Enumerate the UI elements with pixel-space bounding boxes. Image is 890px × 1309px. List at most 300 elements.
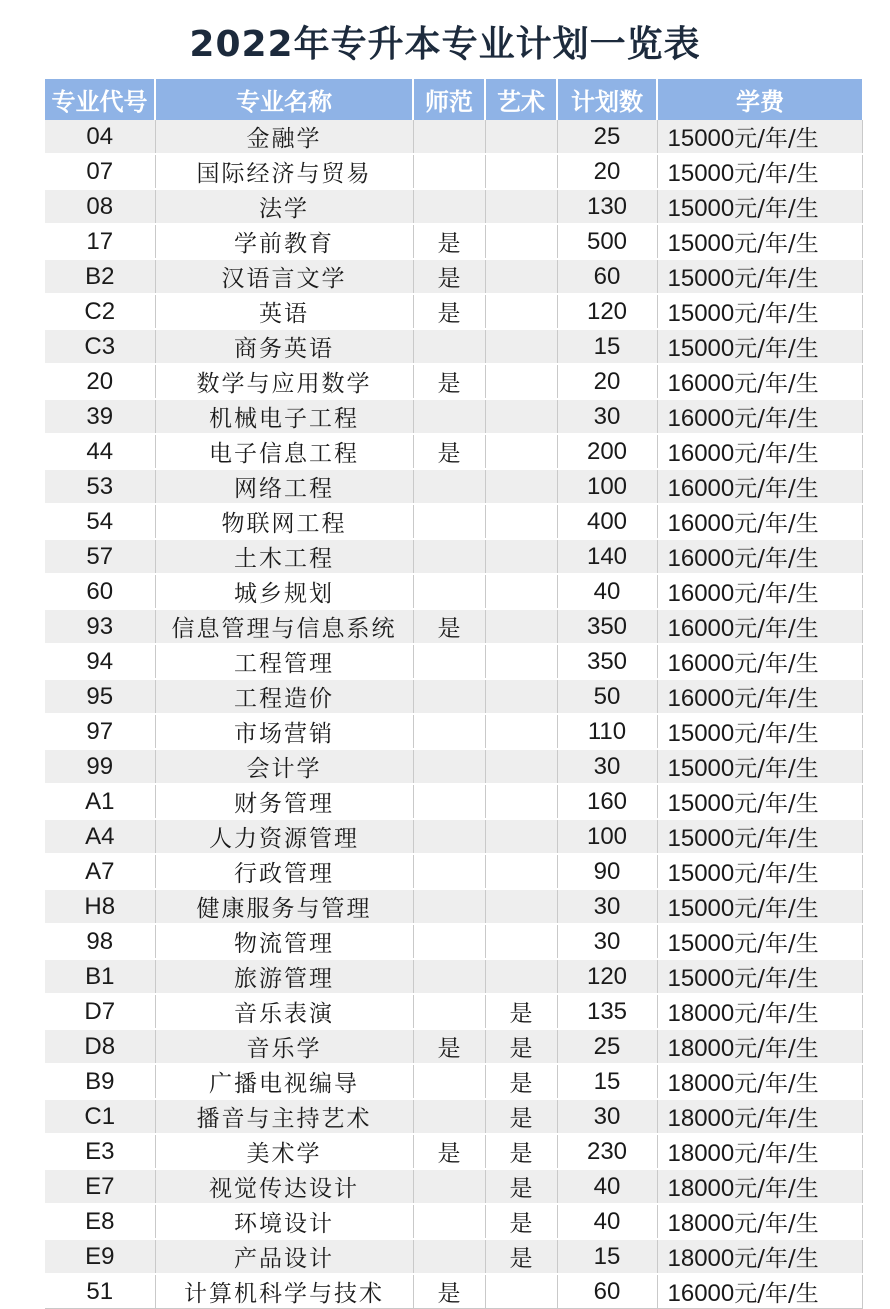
tuition-amount: 15000	[667, 965, 735, 992]
tuition-cell	[657, 224, 862, 259]
tuition-amount: 18000	[667, 1070, 735, 1097]
plan-count-cell: 15	[557, 329, 657, 364]
art-flag-cell	[485, 154, 557, 189]
plan-count-cell: 90	[557, 854, 657, 889]
major-name-cell: 土木工程	[155, 539, 413, 574]
plan-count-cell: 500	[557, 224, 657, 259]
normal-flag-cell	[413, 469, 485, 504]
tuition-amount: 15000	[667, 930, 735, 957]
normal-flag-cell	[413, 574, 485, 609]
normal-flag-cell	[413, 679, 485, 714]
tuition-unit: 元/年/生	[734, 581, 819, 607]
normal-flag-cell	[413, 784, 485, 819]
plan-count-cell: 30	[557, 399, 657, 434]
table-row	[45, 1064, 862, 1099]
normal-flag-cell	[413, 1204, 485, 1239]
major-code-cell: 99	[45, 749, 155, 784]
major-name-cell: 电子信息工程	[155, 434, 413, 469]
tuition-amount: 16000	[667, 580, 735, 607]
tuition-unit: 元/年/生	[734, 1001, 819, 1027]
tuition-unit: 元/年/生	[734, 1211, 819, 1237]
art-flag-cell	[485, 819, 557, 854]
tuition-amount: 16000	[667, 1280, 735, 1307]
major-code-cell: 51	[45, 1274, 155, 1309]
tuition-unit: 元/年/生	[734, 476, 819, 502]
art-flag-cell	[485, 749, 557, 784]
tuition-amount: 15000	[667, 265, 735, 292]
normal-flag-cell	[413, 539, 485, 574]
tuition-amount: 15000	[667, 720, 735, 747]
art-flag-cell	[485, 889, 557, 924]
art-flag-cell	[485, 784, 557, 819]
table-row	[45, 609, 862, 644]
major-name-cell: 环境设计	[155, 1204, 413, 1239]
art-flag-cell	[485, 434, 557, 469]
plan-count-cell: 30	[557, 924, 657, 959]
major-name-cell: 工程造价	[155, 679, 413, 714]
normal-flag-cell	[413, 959, 485, 994]
major-code-cell: C1	[45, 1099, 155, 1134]
plan-count-cell: 60	[557, 1274, 657, 1309]
tuition-amount: 15000	[667, 160, 735, 187]
plan-count-cell: 130	[557, 189, 657, 224]
plan-count-cell: 60	[557, 259, 657, 294]
tuition-amount: 15000	[667, 895, 735, 922]
tuition-unit: 元/年/生	[734, 861, 819, 887]
tuition-cell	[657, 434, 862, 469]
normal-flag-cell: 是	[413, 259, 485, 294]
plan-count-cell: 50	[557, 679, 657, 714]
major-name-cell: 英语	[155, 294, 413, 329]
art-flag-cell	[485, 224, 557, 259]
tuition-amount: 16000	[667, 405, 735, 432]
tuition-unit: 元/年/生	[734, 756, 819, 782]
table-row	[45, 189, 862, 224]
normal-flag-cell: 是	[413, 1274, 485, 1309]
normal-flag-cell	[413, 120, 485, 154]
plan-count-cell: 15	[557, 1064, 657, 1099]
normal-flag-cell: 是	[413, 1029, 485, 1064]
tuition-unit: 元/年/生	[734, 896, 819, 922]
major-code-cell: 39	[45, 399, 155, 434]
art-flag-cell	[485, 259, 557, 294]
tuition-cell	[657, 189, 862, 224]
plan-count-cell: 40	[557, 574, 657, 609]
table-row	[45, 714, 862, 749]
tuition-unit: 元/年/生	[734, 826, 819, 852]
tuition-amount: 15000	[667, 195, 735, 222]
art-flag-cell: 是	[485, 1064, 557, 1099]
major-name-cell: 物联网工程	[155, 504, 413, 539]
table-row	[45, 399, 862, 434]
normal-flag-cell	[413, 1169, 485, 1204]
plan-count-cell: 25	[557, 1029, 657, 1064]
tuition-unit: 元/年/生	[734, 1281, 819, 1307]
tuition-unit: 元/年/生	[734, 1141, 819, 1167]
art-flag-cell	[485, 294, 557, 329]
major-code-cell: 93	[45, 609, 155, 644]
table-row	[45, 1099, 862, 1134]
major-code-cell: 94	[45, 644, 155, 679]
major-name-cell: 行政管理	[155, 854, 413, 889]
table-row	[45, 994, 862, 1029]
plan-count-cell: 25	[557, 120, 657, 154]
table-row	[45, 924, 862, 959]
tuition-cell	[657, 679, 862, 714]
art-flag-cell	[485, 1274, 557, 1309]
major-name-cell: 学前教育	[155, 224, 413, 259]
normal-flag-cell	[413, 1239, 485, 1274]
page-title: 2022年专升本专业计划一览表	[189, 24, 701, 65]
major-code-cell: E7	[45, 1169, 155, 1204]
major-code-cell: 04	[45, 120, 155, 154]
header-major-code: 专业代号	[45, 79, 155, 120]
tuition-unit: 元/年/生	[734, 1071, 819, 1097]
art-flag-cell: 是	[485, 1169, 557, 1204]
normal-flag-cell	[413, 819, 485, 854]
major-name-cell: 产品设计	[155, 1239, 413, 1274]
normal-flag-cell	[413, 994, 485, 1029]
major-code-cell: A1	[45, 784, 155, 819]
tuition-cell	[657, 1169, 862, 1204]
tuition-amount: 16000	[667, 370, 735, 397]
art-flag-cell	[485, 120, 557, 154]
tuition-cell	[657, 154, 862, 189]
table-row	[45, 574, 862, 609]
tuition-cell	[657, 574, 862, 609]
tuition-amount: 16000	[667, 440, 735, 467]
tuition-unit: 元/年/生	[734, 1176, 819, 1202]
table-row	[45, 504, 862, 539]
plan-count-cell: 30	[557, 1099, 657, 1134]
tuition-cell	[657, 1204, 862, 1239]
header-tuition: 学费	[657, 79, 862, 120]
art-flag-cell	[485, 609, 557, 644]
normal-flag-cell	[413, 749, 485, 784]
normal-flag-cell	[413, 189, 485, 224]
tuition-amount: 18000	[667, 1210, 735, 1237]
tuition-cell	[657, 854, 862, 889]
tuition-amount: 18000	[667, 1105, 735, 1132]
plan-count-cell: 40	[557, 1169, 657, 1204]
art-flag-cell	[485, 714, 557, 749]
table-row	[45, 749, 862, 784]
table-row	[45, 329, 862, 364]
plan-count-cell: 160	[557, 784, 657, 819]
normal-flag-cell	[413, 889, 485, 924]
tuition-unit: 元/年/生	[734, 196, 819, 222]
major-code-cell: H8	[45, 889, 155, 924]
tuition-unit: 元/年/生	[734, 1246, 819, 1272]
tuition-cell	[657, 259, 862, 294]
plan-count-cell: 135	[557, 994, 657, 1029]
table-row	[45, 154, 862, 189]
table-row	[45, 1029, 862, 1064]
major-code-cell: 54	[45, 504, 155, 539]
table-row	[45, 1134, 862, 1169]
tuition-cell	[657, 399, 862, 434]
major-name-cell: 物流管理	[155, 924, 413, 959]
tuition-amount: 15000	[667, 300, 735, 327]
tuition-unit: 元/年/生	[734, 721, 819, 747]
art-flag-cell: 是	[485, 1239, 557, 1274]
tuition-cell	[657, 469, 862, 504]
major-name-cell: 音乐表演	[155, 994, 413, 1029]
normal-flag-cell: 是	[413, 294, 485, 329]
art-flag-cell	[485, 924, 557, 959]
art-flag-cell	[485, 329, 557, 364]
tuition-cell	[657, 294, 862, 329]
plan-count-cell: 350	[557, 609, 657, 644]
tuition-unit: 元/年/生	[734, 651, 819, 677]
art-flag-cell: 是	[485, 1204, 557, 1239]
major-code-cell: 20	[45, 364, 155, 399]
table-row	[45, 889, 862, 924]
tuition-cell	[657, 1274, 862, 1309]
tuition-cell	[657, 644, 862, 679]
major-code-cell: 97	[45, 714, 155, 749]
tuition-cell	[657, 749, 862, 784]
major-name-cell: 视觉传达设计	[155, 1169, 413, 1204]
tuition-amount: 15000	[667, 230, 735, 257]
plan-count-cell: 120	[557, 294, 657, 329]
normal-flag-cell	[413, 504, 485, 539]
tuition-cell	[657, 784, 862, 819]
major-name-cell: 金融学	[155, 120, 413, 154]
tuition-amount: 18000	[667, 1000, 735, 1027]
header-art: 艺术	[485, 79, 557, 120]
tuition-unit: 元/年/生	[734, 161, 819, 187]
major-name-cell: 健康服务与管理	[155, 889, 413, 924]
tuition-amount: 16000	[667, 615, 735, 642]
table-row	[45, 434, 862, 469]
tuition-unit: 元/年/生	[734, 616, 819, 642]
tuition-unit: 元/年/生	[734, 511, 819, 537]
major-code-cell: D7	[45, 994, 155, 1029]
major-name-cell: 市场营销	[155, 714, 413, 749]
art-flag-cell: 是	[485, 994, 557, 1029]
tuition-amount: 15000	[667, 335, 735, 362]
tuition-cell	[657, 714, 862, 749]
major-name-cell: 计算机科学与技术	[155, 1274, 413, 1309]
plan-count-cell: 20	[557, 364, 657, 399]
tuition-amount: 18000	[667, 1245, 735, 1272]
table-row	[45, 120, 862, 154]
normal-flag-cell	[413, 154, 485, 189]
normal-flag-cell	[413, 924, 485, 959]
major-name-cell: 旅游管理	[155, 959, 413, 994]
tuition-cell	[657, 889, 862, 924]
tuition-cell	[657, 1064, 862, 1099]
normal-flag-cell: 是	[413, 1134, 485, 1169]
major-code-cell: 60	[45, 574, 155, 609]
tuition-cell	[657, 1099, 862, 1134]
tuition-amount: 15000	[667, 755, 735, 782]
table-row	[45, 959, 862, 994]
major-code-cell: 98	[45, 924, 155, 959]
tuition-unit: 元/年/生	[734, 371, 819, 397]
major-name-cell: 播音与主持艺术	[155, 1099, 413, 1134]
major-code-cell: D8	[45, 1029, 155, 1064]
plan-count-cell: 350	[557, 644, 657, 679]
tuition-unit: 元/年/生	[734, 301, 819, 327]
major-code-cell: E3	[45, 1134, 155, 1169]
plan-count-cell: 230	[557, 1134, 657, 1169]
plan-count-cell: 200	[557, 434, 657, 469]
table-row	[45, 224, 862, 259]
normal-flag-cell: 是	[413, 609, 485, 644]
tuition-unit: 元/年/生	[734, 686, 819, 712]
table-row	[45, 854, 862, 889]
tuition-unit: 元/年/生	[734, 336, 819, 362]
major-name-cell: 广播电视编导	[155, 1064, 413, 1099]
major-code-cell: 57	[45, 539, 155, 574]
major-name-cell: 音乐学	[155, 1029, 413, 1064]
major-name-cell: 机械电子工程	[155, 399, 413, 434]
major-code-cell: C3	[45, 329, 155, 364]
major-plan-table	[45, 79, 863, 1309]
major-name-cell: 美术学	[155, 1134, 413, 1169]
major-name-cell: 信息管理与信息系统	[155, 609, 413, 644]
normal-flag-cell	[413, 644, 485, 679]
table-row	[45, 1169, 862, 1204]
art-flag-cell	[485, 539, 557, 574]
major-name-cell: 人力资源管理	[155, 819, 413, 854]
header-row	[45, 79, 862, 120]
major-code-cell: 07	[45, 154, 155, 189]
tuition-amount: 16000	[667, 475, 735, 502]
tuition-unit: 元/年/生	[734, 126, 819, 152]
normal-flag-cell	[413, 399, 485, 434]
art-flag-cell: 是	[485, 1134, 557, 1169]
major-name-cell: 工程管理	[155, 644, 413, 679]
tuition-amount: 16000	[667, 685, 735, 712]
plan-count-cell: 110	[557, 714, 657, 749]
art-flag-cell: 是	[485, 1099, 557, 1134]
table-row	[45, 784, 862, 819]
tuition-amount: 16000	[667, 545, 735, 572]
header-normal: 师范	[413, 79, 485, 120]
major-code-cell: 53	[45, 469, 155, 504]
normal-flag-cell: 是	[413, 364, 485, 399]
tuition-amount: 18000	[667, 1035, 735, 1062]
tuition-cell	[657, 609, 862, 644]
plan-count-cell: 40	[557, 1204, 657, 1239]
tuition-cell	[657, 539, 862, 574]
major-code-cell: B2	[45, 259, 155, 294]
tuition-unit: 元/年/生	[734, 231, 819, 257]
tuition-unit: 元/年/生	[734, 266, 819, 292]
normal-flag-cell	[413, 854, 485, 889]
major-code-cell: B9	[45, 1064, 155, 1099]
tuition-amount: 16000	[667, 650, 735, 677]
normal-flag-cell	[413, 1099, 485, 1134]
art-flag-cell	[485, 574, 557, 609]
major-name-cell: 会计学	[155, 749, 413, 784]
plan-count-cell: 30	[557, 749, 657, 784]
tuition-amount: 15000	[667, 790, 735, 817]
table-row	[45, 819, 862, 854]
tuition-unit: 元/年/生	[734, 931, 819, 957]
major-code-cell: C2	[45, 294, 155, 329]
tuition-amount: 15000	[667, 825, 735, 852]
tuition-amount: 18000	[667, 1140, 735, 1167]
major-name-cell: 法学	[155, 189, 413, 224]
major-code-cell: 17	[45, 224, 155, 259]
major-code-cell: E9	[45, 1239, 155, 1274]
tuition-cell	[657, 1239, 862, 1274]
tuition-cell	[657, 329, 862, 364]
art-flag-cell	[485, 679, 557, 714]
table-row	[45, 539, 862, 574]
art-flag-cell	[485, 504, 557, 539]
header-plan-count: 计划数	[557, 79, 657, 120]
tuition-amount: 15000	[667, 860, 735, 887]
table-row	[45, 294, 862, 329]
major-code-cell: 95	[45, 679, 155, 714]
table-body	[45, 120, 862, 1309]
art-flag-cell	[485, 364, 557, 399]
tuition-cell	[657, 924, 862, 959]
tuition-unit: 元/年/生	[734, 791, 819, 817]
tuition-unit: 元/年/生	[734, 1036, 819, 1062]
tuition-cell	[657, 819, 862, 854]
major-code-cell: A7	[45, 854, 155, 889]
tuition-cell	[657, 994, 862, 1029]
art-flag-cell	[485, 469, 557, 504]
plan-count-cell: 100	[557, 819, 657, 854]
tuition-unit: 元/年/生	[734, 441, 819, 467]
normal-flag-cell	[413, 1064, 485, 1099]
major-code-cell: 08	[45, 189, 155, 224]
tuition-amount: 18000	[667, 1175, 735, 1202]
major-name-cell: 国际经济与贸易	[155, 154, 413, 189]
plan-count-cell: 15	[557, 1239, 657, 1274]
table-row	[45, 1239, 862, 1274]
tuition-cell	[657, 120, 862, 154]
tuition-unit: 元/年/生	[734, 1106, 819, 1132]
plan-count-cell: 30	[557, 889, 657, 924]
normal-flag-cell	[413, 329, 485, 364]
tuition-amount: 16000	[667, 510, 735, 537]
table-row	[45, 1274, 862, 1309]
major-code-cell: 44	[45, 434, 155, 469]
tuition-cell	[657, 1134, 862, 1169]
tuition-amount: 15000	[667, 125, 735, 152]
normal-flag-cell: 是	[413, 224, 485, 259]
plan-count-cell: 20	[557, 154, 657, 189]
normal-flag-cell: 是	[413, 434, 485, 469]
tuition-cell	[657, 364, 862, 399]
art-flag-cell: 是	[485, 1029, 557, 1064]
plan-count-cell: 140	[557, 539, 657, 574]
art-flag-cell	[485, 959, 557, 994]
plan-count-cell: 120	[557, 959, 657, 994]
table-row	[45, 259, 862, 294]
tuition-cell	[657, 1029, 862, 1064]
major-name-cell: 财务管理	[155, 784, 413, 819]
major-code-cell: A4	[45, 819, 155, 854]
tuition-cell	[657, 959, 862, 994]
plan-count-cell: 100	[557, 469, 657, 504]
major-name-cell: 网络工程	[155, 469, 413, 504]
tuition-unit: 元/年/生	[734, 406, 819, 432]
major-code-cell: E8	[45, 1204, 155, 1239]
header-major-name: 专业名称	[155, 79, 413, 120]
plan-count-cell: 400	[557, 504, 657, 539]
table-row	[45, 679, 862, 714]
major-name-cell: 汉语言文学	[155, 259, 413, 294]
